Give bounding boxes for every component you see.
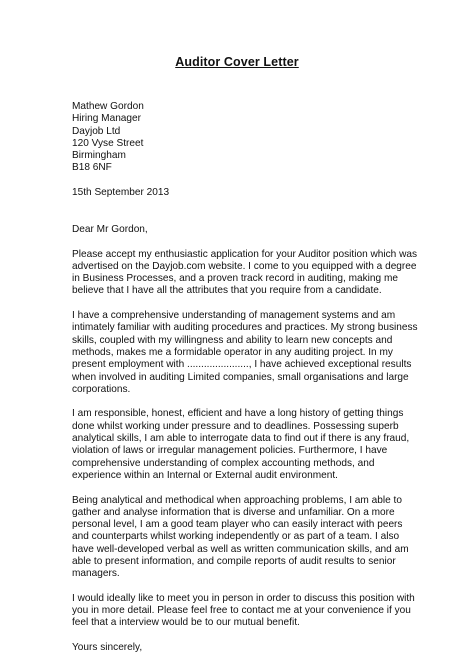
paragraph-4 xyxy=(72,494,409,581)
paragraph-line: present employment with ......................, I have achieved exceptional results xyxy=(72,359,412,371)
paragraph-line: I would ideally like to meet you in person in order to discuss this position with xyxy=(72,592,415,604)
paragraph-line: methods, makes me a formidable operator in any auditing project. In my xyxy=(72,346,393,358)
paragraph-line: done whilst working under pressure and to deadlines. Possessing superb xyxy=(72,420,399,432)
paragraph-line: I am responsible, honest, efficient and have a long history of getting things xyxy=(72,408,404,420)
page-title: Auditor Cover Letter xyxy=(175,55,299,69)
paragraph-1 xyxy=(72,248,418,298)
paragraph-line: feel that a interview would be to our mutual benefit. xyxy=(72,617,300,629)
paragraph-line: comprehensive understanding of complex accounting methods, and xyxy=(72,457,375,469)
paragraph-line: skills, coupled with my willingness and ability to learn new concepts and xyxy=(72,334,393,346)
salutation: Dear Mr Gordon, xyxy=(72,223,148,235)
paragraph-line: you in more detail. Please feel free to contact me at your convenience if you xyxy=(72,605,411,617)
paragraph-line: intimately familiar with auditing procedures and practices. My strong business xyxy=(72,322,418,334)
paragraph-line: analytical skills, I am able to interrogate data to find out if there is any fraud, xyxy=(72,433,410,445)
paragraph-line: have well-developed verbal as well as written communication skills, and am xyxy=(72,543,409,555)
letter-date: 15th September 2013 xyxy=(72,187,170,199)
paragraph-line: Being analytical and methodical when approaching problems, I am able to xyxy=(72,494,402,506)
paragraph-line: managers. xyxy=(72,568,120,580)
paragraph-line: believe that I have all the attributes that you require from a candidate. xyxy=(72,285,382,297)
paragraph-line: able to present information, and compile reports of audit results to senior xyxy=(72,555,396,567)
paragraph-line: I have a comprehensive understanding of management systems and am xyxy=(72,310,396,322)
paragraph-line: personal level, I am a good team player who can easily interact with peers xyxy=(72,519,403,531)
recipient-address xyxy=(72,101,402,175)
closing: Yours sincerely, xyxy=(72,642,143,654)
paragraph-line: advertised on the Dayjob.com website. I come to you equipped with a degree xyxy=(72,260,417,272)
letter-body xyxy=(72,101,418,654)
paragraph-line: when involved in auditing Limited companies, small organisations and large xyxy=(72,371,409,383)
paragraph-line: in Business Processes, and a proven track record in auditing, making me xyxy=(72,273,398,285)
paragraph-line: gather and analyse information that is diverse and unfamiliar. On a more xyxy=(72,506,395,518)
address-line: Mathew Gordon xyxy=(72,101,144,112)
address-line: 120 Vyse Street xyxy=(72,137,144,149)
paragraph-2 xyxy=(72,310,418,396)
paragraph-5 xyxy=(72,592,415,630)
address-line: Dayjob Ltd xyxy=(72,125,121,137)
paragraph-line: and counterparts whilst working independently or as part of a team. I also xyxy=(72,531,400,543)
paragraph-line: corporations. xyxy=(72,383,131,395)
paragraph-line: Please accept my enthusiastic application for your Auditor position which was xyxy=(72,248,418,260)
address-line: B18 6NF xyxy=(72,162,112,174)
paragraph-3 xyxy=(72,408,410,482)
paragraph-line: violation of laws or irregular management policies. Furthermore, I have xyxy=(72,445,388,457)
address-line: Birmingham xyxy=(72,150,126,162)
address-line: Hiring Manager xyxy=(72,113,142,125)
paragraph-line: experience within an Internal or External audit environment. xyxy=(72,469,338,481)
